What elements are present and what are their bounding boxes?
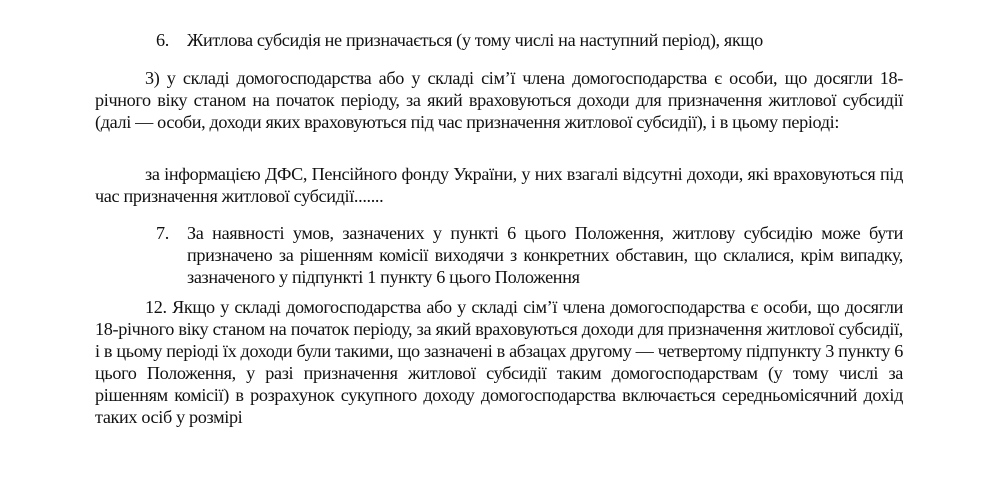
dfs-paragraph: за інформацією ДФС, Пенсійного фонду України, у них взагалі відсутні доходи, які враховуються під час призначення житлової субсидії.......	[95, 164, 903, 206]
subitem-3-paragraph: 3) у складі домогосподарства або у складі сім’ї члена домогосподарства є особи, що досягли 18-річного віку станом на початок періоду, за який враховуються доходи для призначення житлової субсидії (далі — особи, доходи яких враховуються під час призначення житлової субсидії), і в цьому періоді:	[95, 68, 903, 132]
item-6-text: Житлова субсидія не призначається (у тому числі на наступний період), якщо	[187, 30, 763, 50]
item-7-number: 7.	[156, 223, 169, 243]
item-7-text: За наявності умов, зазначених у пункті 6 цього Положення, житлову субсидію може бути призначено за рішенням комісії виходячи з конкретних обставин, що склалися, крім випадку, зазначеного у підпункті 1 пункту 6 цього Положення	[187, 223, 903, 287]
item-12-paragraph: 12. Якщо у складі домогосподарства або у складі сім’ї члена домогосподарства є особи, що досягли 18-річного віку станом на початок періоду, за який враховуються доходи для призначення житлової субсидії, і в цьому періоді їх доходи були такими, що зазначені в абзацах другому — четвертому підпункту 3 пункту 6 цього Положення, у разі призначення житлової субсидії таким домогосподарствам (у тому числі за рішенням комісії) в розрахунок сукупного доходу домогосподарства включається середньомісячний дохід таких осіб у розмірі	[95, 297, 903, 427]
item-6	[156, 29, 903, 51]
item-6-number: 6.	[156, 30, 169, 50]
item-7	[156, 222, 903, 288]
